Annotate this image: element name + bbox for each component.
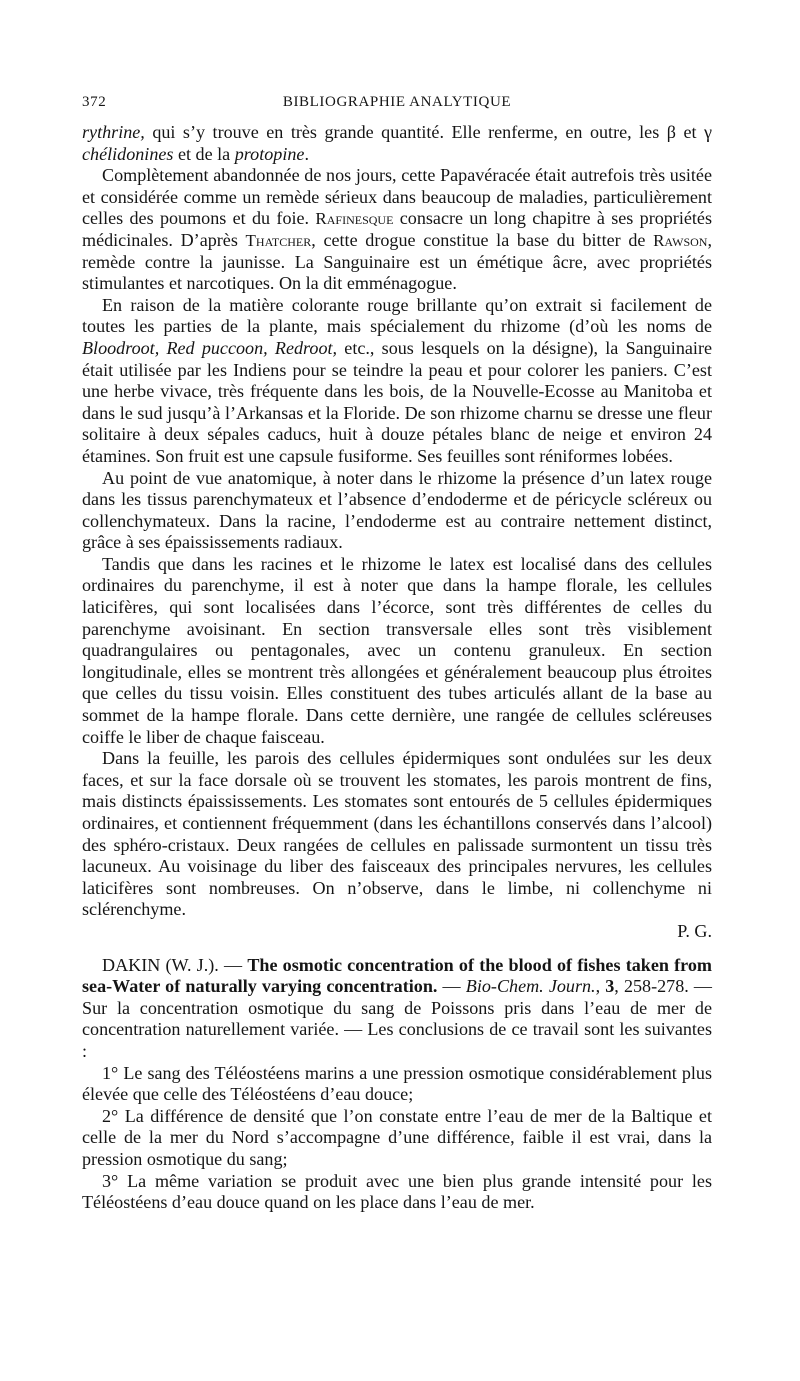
author-name: Rawson (653, 230, 708, 250)
paragraph-continuation: rythrine, qui s’y trouve en très grande quantité. Elle renferme, en outre, les β et γ chélidonines et de la protopine. (82, 122, 712, 164)
paragraph-leaf: Dans la feuille, les parois des cellules épidermiques sont ondulées sur les deux faces, et sur la face dorsale où se trouvent les stomates, les parois montrent de fins, mais distincts épaississements. Les stomates sont entourés de 5 cellules épidermiques ordinaires, et contiennent fréquemment (dans les échantillons conservés dans l’alcool) des sphéro-cristaux. Deux rangées de cellules en palissade surmontent un tissu très lacuneux. Au voisinage du liber des faisceaux des principales nervures, les cellules laticifères sont nombreuses. On n’observe, dans le limbe, ni collenchyme ni sclérenchyme. (82, 748, 712, 920)
page-number: 372 (82, 94, 107, 110)
review-author: DAKIN (W. J.). (102, 954, 219, 975)
conclusion-item: 1° Le sang des Téléostéens marins a une pression osmotique considérablement plus élevée que celle des Téléostéens d’eau douce; (82, 1062, 712, 1105)
signature-initials: P. G. (677, 920, 712, 941)
paragraph-anatomy: Au point de vue anatomique, à noter dans le rhizome la présence d’un latex rouge dans les tissus parenchymateux et l’absence d’endoderme et de péricycle scléreux ou collenchymateux. Dans la racine, l’endoderme est au contraire nettement distinct, grâce à ses épaississements radiaux. (82, 467, 712, 553)
running-title: BIBLIOGRAPHIE ANALYTIQUE (282, 94, 512, 110)
conclusion-item: 2° La différence de densité que l’on constate entre l’eau de mer de la Baltique et celle de la mer du Nord s’accompagne d’une différence, faible il est vrai, dans la pression osmotique du sang; (82, 1105, 712, 1169)
paragraph-medicinal-use: Complètement abandonnée de nos jours, cette Papavéracée était autrefois très usitée et considérée comme un remède sérieux dans beaucoup de maladies, particulièrement celles des poumons et du foie. Rafinesque consacre un long chapitre à ses propriétés médicinales. D’après Thatcher, cette drogue constitue la base du bitter de Rawson, remède contre la jaunisse. La Sanguinaire est un émétique âcre, avec propriétés stimulantes et narcotiques. On la dit emménagogue. (82, 165, 712, 294)
paragraph-description: En raison de la matière colorante rouge brillante qu’on extrait si facilement de toutes les parties de la plante, mais spécialement du rhizome (d’où les noms de Bloodroot, Red puccoon, Redroot, etc., sous lesquels on la désigne), la Sanguinaire était utilisée par les Indiens pour se teindre la peau et pour colorer les paniers. C’est une herbe vivace, très fréquente dans les bois, de la Nouvelle-Ecosse au Manitoba et dans le sud jusqu’à l’Arkansas et la Floride. De son rhizome charnu se dresse une fleur solitaire à deux sépales caducs, huit à douze pétales blanc de neige et environ 24 étamines. Son fruit est une capsule fusiforme. Ses feuilles sont réniformes lobées. (82, 294, 712, 466)
italic-term: rythrine, (82, 122, 145, 142)
review-volume: 3 (605, 976, 615, 997)
author-name: Thatcher (245, 230, 312, 250)
italic-common-names: Bloodroot, Red puccoon, Redroot, (82, 337, 338, 358)
review-entry: DAKIN (W. J.). — The osmotic concentration of the blood of fishes taken from sea-Water of naturally varying concentration. — Bio-Chem. Journ., 3, 258-278. — Sur la concentration osmotique du sang de Poissons pris dans l’eau de mer de concentration naturellement variée. — Les conclusions de ce travail sont les suivantes : (82, 954, 713, 1061)
conclusion-item: 3° La même variation se produit avec une bien plus grande intensité pour les Téléostéens d’eau douce quand on les place dans l’eau de mer. (82, 1170, 712, 1213)
italic-term: chélidonines (82, 143, 174, 164)
paragraph-latex: Tandis que dans les racines et le rhizome le latex est localisé dans des cellules ordinaires du parenchyme, il est à noter que dans la hampe florale, les cellules laticifères, qui sont localisées dans l’écorce, sont très différentes de celles du parenchyme avoisinant. En section transversale elles sont très visiblement quadrangulaires ou pentagonales, avec un contenu granuleux. En section longitudinale, elles se montrent très allongées et généralement beaucoup plus étroites que celles du tissu voisin. Elles constituent des tubes articulés allant de la base au sommet de la hampe florale. Dans cette dernière, une rangée de cellules scléreuses coiffe le liber de chaque faisceau. (82, 553, 712, 747)
review-title: The osmotic concentration of the blood of fishes taken from sea-Water of naturally varying concentration. (82, 954, 712, 997)
review-journal: Bio-Chem. Journ. (465, 976, 596, 997)
italic-term: protopine (234, 143, 305, 164)
running-head (82, 92, 712, 122)
author-name: Rafinesque (315, 209, 394, 229)
